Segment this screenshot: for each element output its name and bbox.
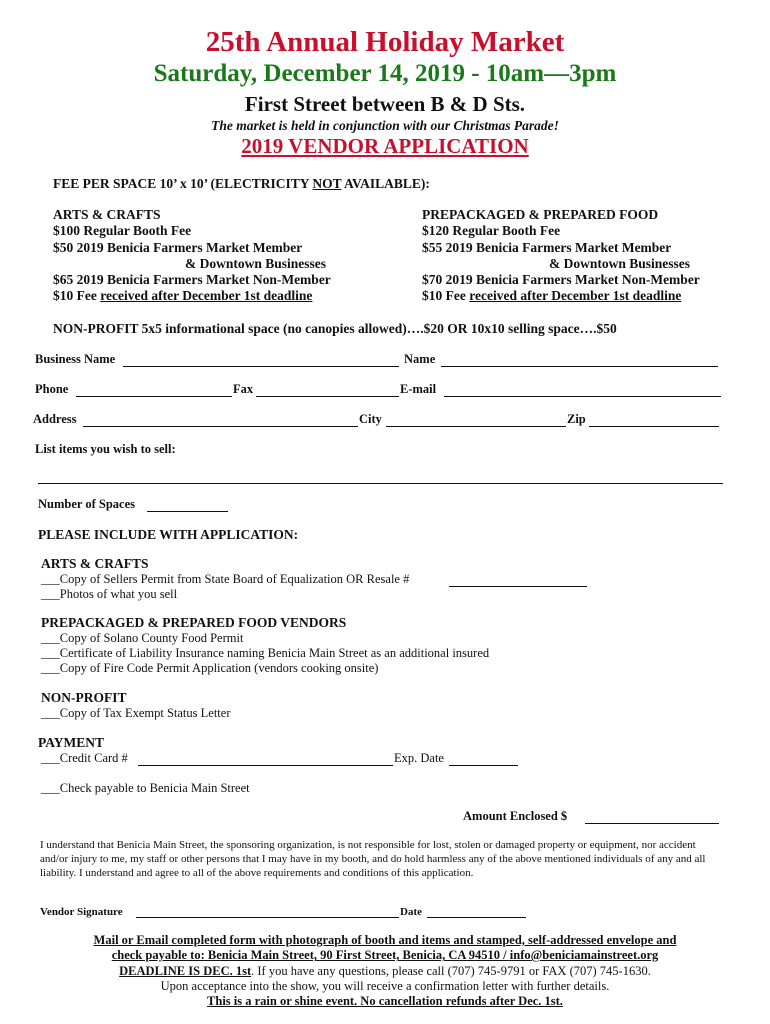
- vendor-signature-label: Vendor Signature: [40, 906, 123, 918]
- deadline-text: DEADLINE IS DEC. 1st: [119, 963, 252, 978]
- include-food-title: PREPACKAGED & PREPARED FOOD VENDORS: [41, 615, 347, 630]
- email-label: E-mail: [400, 382, 437, 396]
- arts-fee-column: [53, 207, 331, 305]
- event-title: 25th Annual Holiday Market: [205, 26, 565, 58]
- fax-label: Fax: [233, 382, 254, 396]
- include-food-item: ___Copy of Solano County Food Permit: [41, 631, 244, 645]
- footer-rain-or-shine: This is a rain or shine event. No cancellation refunds after Dec. 1st.: [207, 994, 563, 1009]
- footer: [0, 933, 770, 1009]
- business-name-label: Business Name: [35, 352, 116, 366]
- address-label: Address: [33, 412, 77, 426]
- credit-card-label: ___Credit Card #: [41, 751, 128, 765]
- list-items-label: List items you wish to sell:: [35, 442, 176, 456]
- include-food-item: ___Copy of Fire Code Permit Application (vendors cooking onsite): [41, 661, 379, 675]
- application-title: 2019 VENDOR APPLICATION: [241, 134, 529, 158]
- food-fee-downtown: & Downtown Businesses: [549, 255, 691, 271]
- include-np-title: NON-PROFIT: [41, 690, 127, 705]
- arts-fee-nonmember: $65 2019 Benicia Farmers Market Non-Member: [53, 272, 331, 288]
- fax-field[interactable]: [256, 384, 399, 397]
- zip-field[interactable]: [589, 414, 719, 427]
- food-fee-column: [422, 207, 700, 305]
- phone-label: Phone: [35, 382, 69, 396]
- arts-fee-downtown: & Downtown Businesses: [185, 255, 327, 271]
- footer-mail-instructions: Mail or Email completed form with photograph of booth and items and stamped, self-addressed envelope and: [93, 933, 677, 947]
- footer-address: check payable to: Benicia Main Street, 90 First Street, Benicia, CA 94510 / info@beniciamainstreet.org: [111, 948, 659, 963]
- fee-not: NOT: [312, 176, 342, 191]
- event-date: Saturday, December 14, 2019 - 10am—3pm: [153, 60, 617, 87]
- number-spaces-field[interactable]: [147, 499, 228, 512]
- arts-fee-member: $50 2019 Benicia Farmers Market Member: [53, 239, 303, 255]
- food-fee-member: $55 2019 Benicia Farmers Market Member: [422, 239, 672, 255]
- amount-enclosed-label: Amount Enclosed $: [463, 809, 568, 823]
- nonprofit-fee: NON-PROFIT 5x5 informational space (no canopies allowed)….$20 OR 10x10 selling space….$50: [53, 321, 617, 336]
- arts-fee-late: $10 Fee received after December 1st deadline: [53, 288, 313, 304]
- include-arts-title: ARTS & CRAFTS: [41, 556, 149, 571]
- name-label: Name: [404, 352, 436, 366]
- food-fee-late: $10 Fee received after December 1st deadline: [422, 288, 682, 304]
- city-field[interactable]: [386, 414, 566, 427]
- name-field[interactable]: [441, 354, 718, 367]
- arts-fee-title: ARTS & CRAFTS: [53, 207, 161, 222]
- signature-date-field[interactable]: [427, 906, 526, 918]
- footer-acceptance: Upon acceptance into the show, you will receive a confirmation letter with further details.: [160, 978, 610, 993]
- business-name-field[interactable]: [123, 354, 399, 367]
- number-spaces-label: Number of Spaces: [38, 497, 135, 511]
- food-fee-regular: $120 Regular Booth Fee: [422, 223, 561, 239]
- exp-date-label: Exp. Date: [394, 751, 444, 765]
- include-food-item: ___Certificate of Liability Insurance naming Benicia Main Street as an additional insured: [41, 646, 490, 660]
- phone-field[interactable]: [76, 384, 232, 397]
- include-arts-item: ___Copy of Sellers Permit from State Board of Equalization OR Resale #: [41, 572, 410, 586]
- arts-fee-regular: $100 Regular Booth Fee: [53, 223, 192, 239]
- list-items-field[interactable]: [38, 483, 723, 484]
- event-location: First Street between B & D Sts.: [244, 92, 526, 116]
- include-arts-item: ___Photos of what you sell: [41, 587, 178, 601]
- vendor-signature-field[interactable]: [136, 906, 399, 918]
- food-fee-nonmember: $70 2019 Benicia Farmers Market Non-Member: [422, 272, 700, 288]
- include-heading: PLEASE INCLUDE WITH APPLICATION:: [38, 527, 299, 542]
- resale-number-field[interactable]: [449, 574, 587, 587]
- payment-title: PAYMENT: [38, 735, 105, 750]
- zip-label: Zip: [567, 412, 586, 426]
- city-label: City: [359, 412, 382, 426]
- address-field[interactable]: [83, 414, 358, 427]
- exp-date-field[interactable]: [449, 753, 518, 766]
- liability-disclaimer: I understand that Benicia Main Street, the sponsoring organization, is not responsible for lost, stolen or damaged property or equipment, nor accident and/or injury to me, my staff or other persons that I may have in my booth, and do hold harmless any of the above mentioned individuals of any and all liability. I understand and agree to all of the above requirements and conditions of this application.: [40, 839, 706, 879]
- footer-deadline-line: DEADLINE IS DEC. 1st. If you have any questions, please call (707) 745-9791 or FAX (707) 745-1630.: [119, 963, 651, 978]
- fee-heading: FEE PER SPACE 10’ x 10’ (ELECTRICITY NOT AVAILABLE):: [53, 176, 430, 191]
- amount-enclosed-field[interactable]: [585, 811, 719, 824]
- check-label: ___Check payable to Benicia Main Street: [41, 781, 250, 795]
- signature-date-label: Date: [400, 906, 422, 918]
- event-note: The market is held in conjunction with our Christmas Parade!: [211, 118, 559, 133]
- include-np-item: ___Copy of Tax Exempt Status Letter: [41, 706, 231, 720]
- email-field[interactable]: [444, 384, 721, 397]
- food-fee-title: PREPACKAGED & PREPARED FOOD: [422, 207, 659, 222]
- credit-card-field[interactable]: [138, 753, 393, 766]
